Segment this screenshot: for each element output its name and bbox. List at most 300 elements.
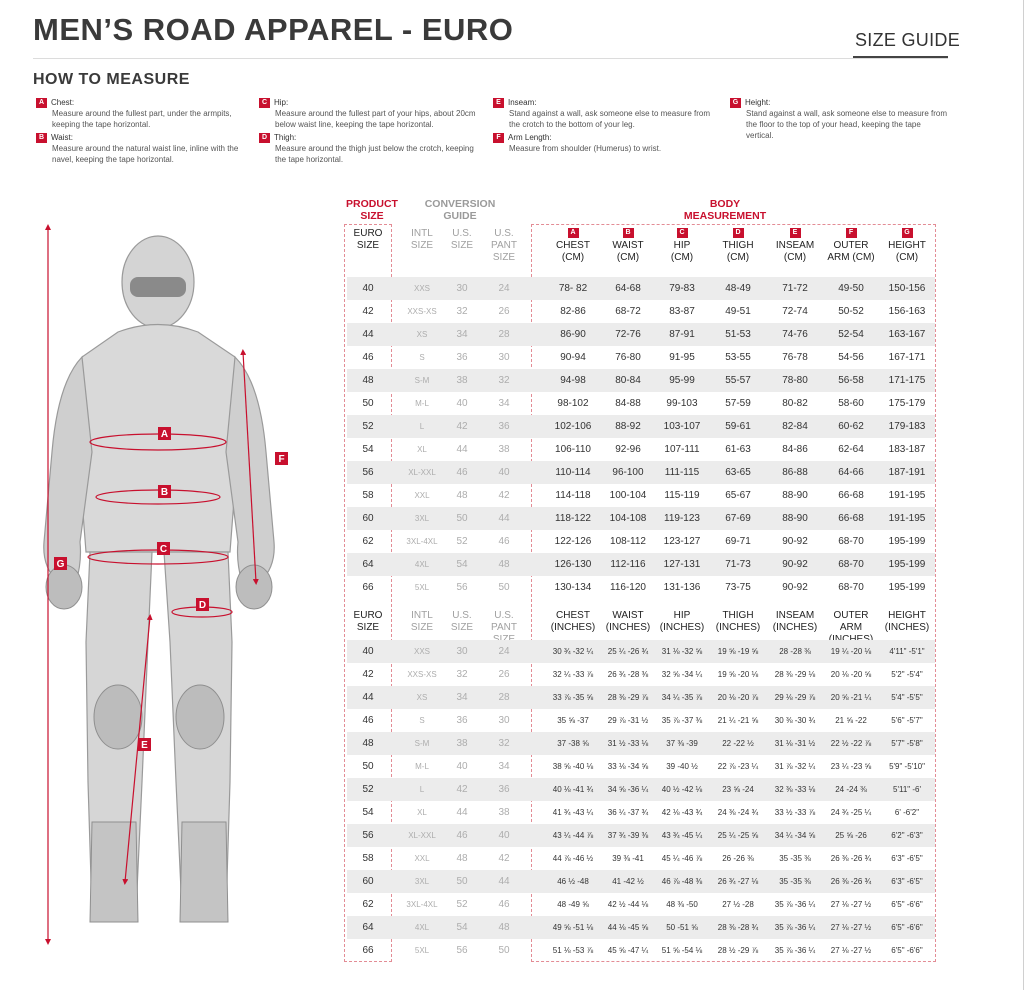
table-cell-waist: 104-108	[609, 513, 647, 524]
table-cell-chest: 78- 82	[558, 283, 588, 294]
table-cell-inseam: 71-72	[782, 283, 808, 294]
table-cell-intl: L	[419, 422, 425, 431]
instruction-arm-length	[493, 132, 713, 154]
table-cell-thigh: 48-49	[725, 283, 751, 294]
table-cell-pant: 48	[498, 922, 510, 933]
table-cell-inseam: 31 ⅞ -32 ¼	[774, 762, 816, 771]
table-cell-pant: 42	[498, 490, 510, 501]
column-header-label: U.S. PANT SIZE	[491, 228, 517, 263]
table-cell-inseam: 78-80	[782, 375, 808, 386]
table-cell-hip: 111-115	[664, 467, 700, 478]
instruction-text: Measure from shoulder (Humerus) to wrist.	[509, 144, 662, 153]
table-cell-arm: 21 ⅝ -22	[835, 716, 867, 725]
table-cell-pant: 28	[498, 692, 510, 703]
column-letter-badge: B	[623, 228, 634, 238]
instruction-label: Chest:	[51, 98, 75, 107]
table-row	[347, 893, 935, 916]
table-cell-arm: 20 ⅛ -20 ⅝	[830, 670, 872, 679]
table-cell-euro: 66	[362, 582, 374, 593]
table-cell-inseam: 35 -35 ⅜	[779, 854, 811, 863]
table-cell-intl: L	[419, 785, 425, 794]
table-cell-chest: 37 -38 ⅝	[557, 739, 589, 748]
table-cell-euro: 40	[362, 646, 374, 657]
column-letter-badge: G	[902, 228, 913, 238]
table-cell-waist: 112-116	[610, 559, 646, 570]
table-cell-euro: 60	[362, 513, 374, 524]
table-cell-chest: 44 ⅞ -46 ½	[552, 854, 594, 863]
table-cell-inseam: 28 -28 ⅜	[779, 647, 811, 656]
table-cell-inseam: 76-78	[782, 352, 808, 363]
table-cell-intl: S-M	[414, 739, 430, 748]
instruction-text: Stand against a wall, ask someone else to measure from the crotch to the bottom of your leg.	[509, 109, 710, 129]
column-header-label: HIP (INCHES)	[659, 610, 705, 633]
table-cell-hip: 43 ¾ -45 ¼	[661, 831, 703, 840]
table-cell-pant: 26	[498, 669, 510, 680]
column-header-us	[445, 228, 479, 252]
table-cell-inseam: 82-84	[782, 421, 808, 432]
table-cell-intl: XS	[416, 330, 428, 339]
table-cell-arm: 26 ⅜ -26 ¾	[830, 854, 872, 863]
table-cell-intl: XL	[417, 445, 427, 454]
table-cell-hip: 91-95	[669, 352, 695, 363]
table-cell-chest: 90-94	[560, 352, 586, 363]
column-header-label: HIP (CM)	[670, 240, 694, 263]
column-header-label: CHEST (INCHES)	[550, 610, 596, 633]
table-cell-arm: 25 ⅝ -26	[835, 831, 867, 840]
table-cell-arm: 24 ¾ -25 ¼	[830, 808, 872, 817]
column-header-label: THIGH (INCHES)	[715, 610, 761, 633]
table-cell-inseam: 74-76	[782, 329, 808, 340]
table-cell-arm: 26 ⅜ -26 ¾	[830, 877, 872, 886]
table-cell-chest: 110-114	[555, 467, 591, 478]
table-cell-us: 30	[456, 646, 468, 657]
table-cell-waist: 96-100	[612, 467, 644, 478]
table-row	[347, 438, 935, 461]
table-cell-chest: 32 ¼ -33 ⅞	[552, 670, 594, 679]
column-header-label: U.S. PANT	[491, 610, 517, 633]
table-cell-thigh: 55-57	[725, 375, 751, 386]
instructions-column-1	[36, 97, 256, 167]
table-cell-chest: 126-130	[554, 559, 592, 570]
table-cell-euro: 42	[362, 306, 374, 317]
table-cell-intl: S	[419, 353, 425, 362]
column-header-chest	[545, 228, 601, 264]
instruction-label: Height:	[745, 98, 771, 107]
table-cell-us: 54	[456, 559, 468, 570]
table-cell-height: 156-163	[888, 306, 926, 317]
table-cell-euro: 58	[362, 490, 374, 501]
table-cell-height: 195-199	[888, 559, 926, 570]
table-cell-thigh: 59-61	[725, 421, 751, 432]
table-cell-height: 183-187	[888, 444, 926, 455]
table-cell-chest: 33 ⅞ -35 ⅝	[552, 693, 594, 702]
marker-badge-c	[157, 542, 170, 555]
svg-text:D: D	[198, 600, 207, 611]
table-cell-inseam: 88-90	[782, 513, 808, 524]
table-cell-hip: 37 ⅜ -39	[666, 739, 698, 748]
table-cell-us: 40	[456, 761, 468, 772]
table-cell-thigh: 20 ⅛ -20 ⅞	[717, 693, 759, 702]
table-cell-pant: 32	[498, 738, 510, 749]
table-cell-arm: 56-58	[838, 375, 864, 386]
left-arm-shape	[44, 357, 92, 582]
table-cell-hip: 34 ¼ -35 ⅞	[661, 693, 703, 702]
right-boot-shape	[180, 822, 228, 922]
table-cell-hip: 46 ⅞ -48 ⅜	[661, 877, 703, 886]
table-cell-waist: 33 ⅛ -34 ⅝	[607, 762, 649, 771]
table-cell-thigh: 28 ⅜ -28 ¾	[717, 923, 759, 932]
table-row	[347, 755, 935, 778]
helmet-visor	[130, 277, 186, 297]
letter-badge: A	[36, 98, 47, 108]
letter-badge: B	[36, 133, 47, 143]
table-cell-hip: 123-127	[663, 536, 701, 547]
column-letter-badge: D	[733, 228, 744, 238]
table-cell-pant: 50	[498, 582, 510, 593]
table-cell-arm: 24 -24 ⅜	[835, 785, 867, 794]
table-cell-arm: 66-68	[838, 490, 864, 501]
column-header-label: THIGH (CM)	[722, 240, 754, 263]
table-cell-euro: 42	[362, 669, 374, 680]
table-cell-inseam: 29 ⅛ -29 ⅞	[774, 693, 816, 702]
table-cell-waist: 76-80	[615, 352, 641, 363]
table-cell-pant: 42	[498, 853, 510, 864]
table-row	[347, 553, 935, 576]
column-header-thigh	[709, 610, 767, 634]
table-cell-us: 42	[456, 421, 468, 432]
instruction-inseam	[493, 97, 713, 130]
table-cell-us: 52	[456, 536, 468, 547]
how-to-measure-heading: HOW TO MEASURE	[33, 71, 190, 88]
table-cell-chest: 118-122	[555, 513, 591, 524]
column-header-label: OUTER ARM (CM)	[827, 240, 875, 263]
table-cell-euro: 56	[362, 830, 374, 841]
table-cell-us: 42	[456, 784, 468, 795]
instruction-text: Measure around the natural waist line, inline with the navel, keeping the tape horizontal.	[52, 144, 239, 164]
column-header-arm	[823, 228, 879, 264]
table-cell-height: 5'2" -5'4"	[891, 670, 923, 679]
table-cell-hip: 40 ½ -42 ⅛	[661, 785, 703, 794]
instructions-column-3	[493, 97, 713, 156]
letter-badge: C	[259, 98, 270, 108]
table-cell-inseam: 88-90	[782, 490, 808, 501]
table-cell-pant: 28	[498, 329, 510, 340]
table-cell-waist: 64-68	[615, 283, 641, 294]
table-row	[347, 939, 935, 962]
table-cell-us: 50	[456, 513, 468, 524]
table-cell-inseam: 90-92	[782, 582, 808, 593]
conversion-guide-header: CONVERSION GUIDE	[424, 198, 496, 222]
svg-text:B: B	[160, 487, 169, 498]
table-cell-height: 163-167	[888, 329, 926, 340]
table-cell-chest: 40 ⅛ -41 ¾	[552, 785, 594, 794]
table-cell-us: 56	[456, 582, 468, 593]
table-cell-waist: 28 ⅜ -29 ⅞	[607, 693, 649, 702]
table-cell-inseam: 28 ⅜ -29 ⅛	[774, 670, 816, 679]
column-header-height	[879, 610, 935, 634]
instruction-hip	[259, 97, 479, 130]
instruction-text: Measure around the fullest part of your hips, about 20cm below waist line, keeping the tape horizontal.	[275, 109, 476, 129]
left-glove-shape	[46, 565, 82, 609]
table-cell-euro: 54	[362, 807, 374, 818]
column-letter-badge: C	[677, 228, 688, 238]
size-guide-label: SIZE GUIDE	[855, 30, 961, 50]
table-cell-pant: 46	[498, 536, 510, 547]
table-cell-euro: 48	[362, 375, 374, 386]
column-header-label: U.S. SIZE	[450, 228, 474, 251]
table-row	[347, 300, 935, 323]
table-cell-us: 54	[456, 922, 468, 933]
table-cell-euro: 64	[362, 559, 374, 570]
table-cell-pant: 40	[498, 830, 510, 841]
table-cell-inseam: 86-88	[782, 467, 808, 478]
marker-badge-f	[275, 452, 288, 465]
table-cell-thigh: 63-65	[725, 467, 751, 478]
table-cell-euro: 62	[362, 536, 374, 547]
table-cell-us: 56	[456, 945, 468, 956]
table-cell-us: 44	[456, 807, 468, 818]
column-header-euro	[347, 228, 389, 252]
table-cell-chest: 82-86	[560, 306, 586, 317]
table-row	[347, 323, 935, 346]
column-header-waist	[601, 228, 655, 264]
table-cell-waist: 108-112	[610, 536, 646, 547]
column-header-label: WAIST (INCHES)	[605, 610, 651, 633]
left-boot-shape	[90, 822, 138, 922]
column-header-label: INSEAM (CM)	[775, 240, 815, 263]
table-cell-us: 46	[456, 467, 468, 478]
table-cell-euro: 50	[362, 761, 374, 772]
column-letter-badge: A	[568, 228, 579, 238]
table-cell-pant: 34	[498, 761, 510, 772]
column-letter-badge: E	[790, 228, 801, 238]
table-cell-arm: 23 ¼ -23 ⅝	[830, 762, 872, 771]
table-cell-waist: 100-104	[609, 490, 647, 501]
table-cell-chest: 122-126	[554, 536, 592, 547]
table-cell-intl: XXS	[413, 284, 430, 293]
column-header-hip	[655, 610, 709, 634]
marker-badge-e	[138, 738, 151, 751]
table-cell-inseam: 35 ⅞ -36 ¼	[774, 923, 816, 932]
table-cell-thigh: 19 ⅝ -19 ⅝	[717, 647, 759, 656]
table-cell-us: 36	[456, 352, 468, 363]
table-row	[347, 847, 935, 870]
table-cell-arm: 64-66	[838, 467, 864, 478]
table-cell-thigh: 65-67	[725, 490, 751, 501]
table-row	[347, 461, 935, 484]
table-cell-hip: 42 ⅛ -43 ¾	[661, 808, 703, 817]
table-cell-pant: 44	[498, 513, 510, 524]
table-cell-hip: 119-123	[664, 513, 700, 524]
instructions-column-2	[259, 97, 479, 167]
table-cell-arm: 54-56	[838, 352, 864, 363]
table-cell-hip: 39 -40 ½	[666, 762, 698, 771]
table-cell-us: 48	[456, 490, 468, 501]
instruction-label: Thigh:	[274, 133, 297, 142]
table-cell-hip: 79-83	[669, 283, 695, 294]
table-cell-waist: 29 ⅞ -31 ½	[607, 716, 649, 725]
table-cell-arm: 68-70	[838, 536, 864, 547]
table-cell-intl: XXL	[414, 491, 430, 500]
table-cell-thigh: 57-59	[725, 398, 751, 409]
marker-badge-b	[158, 485, 171, 498]
table-cell-inseam: 31 ⅛ -31 ½	[774, 739, 816, 748]
product-size-header: PRODUCT SIZE	[346, 198, 398, 222]
column-letter-badge: F	[846, 228, 857, 238]
table-cell-arm: 60-62	[838, 421, 864, 432]
table-row	[347, 686, 935, 709]
column-header-waist	[601, 610, 655, 634]
table-cell-height: 5'9" -5'10"	[889, 762, 925, 771]
table-cell-arm: 22 ½ -22 ⅞	[830, 739, 872, 748]
instruction-text: Stand against a wall, ask someone else to measure from the floor to the top of your head, keeping the tape vertical.	[746, 109, 947, 140]
column-header-euro	[347, 610, 389, 634]
table-cell-thigh: 23 ⅝ -24	[722, 785, 754, 794]
body-measurement-header: BODY MEASUREMENT	[683, 198, 767, 222]
table-cell-euro: 62	[362, 899, 374, 910]
table-cell-intl: 5XL	[414, 583, 430, 592]
table-cell-pant: 26	[498, 306, 510, 317]
table-cell-waist: 26 ¾ -28 ⅜	[607, 670, 649, 679]
table-cell-intl: 3XL	[414, 514, 430, 523]
table-cell-us: 48	[456, 853, 468, 864]
table-row	[347, 484, 935, 507]
table-cell-euro: 44	[362, 692, 374, 703]
column-header-label: U.S. SIZE	[450, 610, 474, 633]
column-header-label: EURO SIZE	[353, 228, 383, 251]
table-cell-pant: 30	[498, 715, 510, 726]
table-cell-hip: 50 -51 ⅝	[666, 923, 698, 932]
table-cell-thigh: 73-75	[725, 582, 751, 593]
table-cell-thigh: 67-69	[725, 513, 751, 524]
table-cell-pant: 34	[498, 398, 510, 409]
table-cell-height: 179-183	[888, 421, 926, 432]
table-cell-hip: 35 ⅞ -37 ⅜	[661, 716, 703, 725]
table-cell-thigh: 28 ½ -29 ⅞	[717, 946, 759, 955]
table-cell-euro: 56	[362, 467, 374, 478]
table-cell-thigh: 27 ½ -28	[722, 900, 754, 909]
table-cell-chest: 130-134	[554, 582, 592, 593]
table-cell-thigh: 53-55	[725, 352, 751, 363]
table-cell-height: 195-199	[888, 582, 926, 593]
table-cell-euro: 50	[362, 398, 374, 409]
table-cell-intl: XXS	[413, 647, 430, 656]
column-header-label: INTL SIZE	[410, 610, 434, 633]
table-cell-us: 32	[456, 306, 468, 317]
svg-text:E: E	[141, 740, 148, 751]
table-cell-intl: XXL	[414, 854, 430, 863]
table-cell-pant: 24	[498, 283, 510, 294]
table-cell-thigh: 26 ¾ -27 ⅛	[717, 877, 759, 886]
table-cell-waist: 45 ⅝ -47 ¼	[607, 946, 649, 955]
table-cell-inseam: 72-74	[782, 306, 808, 317]
table-cell-arm: 50-52	[838, 306, 864, 317]
instruction-text: Measure around the fullest part, under the armpits, keeping the tape horizontal.	[52, 109, 232, 129]
table-cell-pant: 24	[498, 646, 510, 657]
table-cell-chest: 86-90	[560, 329, 586, 340]
instruction-text: Measure around the thigh just below the crotch, keeping the tape horizontal.	[275, 144, 474, 164]
table-row	[347, 369, 935, 392]
table-cell-pant: 50	[498, 945, 510, 956]
table-cell-inseam: 30 ⅜ -30 ¾	[774, 716, 816, 725]
column-header-pant	[479, 228, 529, 264]
table-cell-euro: 44	[362, 329, 374, 340]
table-cell-height: 191-195	[888, 490, 926, 501]
table-cell-euro: 40	[362, 283, 374, 294]
table-cell-inseam: 84-86	[782, 444, 808, 455]
table-row	[347, 732, 935, 755]
table-cell-height: 195-199	[888, 536, 926, 547]
table-cell-waist: 42 ½ -44 ⅛	[607, 900, 649, 909]
table-cell-arm: 27 ⅛ -27 ½	[830, 946, 872, 955]
column-header-label: INSEAM (INCHES)	[772, 610, 818, 633]
table-cell-inseam: 90-92	[782, 559, 808, 570]
table-cell-inseam: 35 ⅞ -36 ¼	[774, 900, 816, 909]
table-cell-thigh: 21 ¼ -21 ⅝	[717, 716, 759, 725]
table-cell-us: 38	[456, 738, 468, 749]
instruction-label: Inseam:	[508, 98, 537, 107]
table-cell-inseam: 35 -35 ⅜	[779, 877, 811, 886]
table-row	[347, 576, 935, 599]
table-cell-euro: 60	[362, 876, 374, 887]
table-cell-waist: 34 ⅝ -36 ¼	[607, 785, 649, 794]
table-cell-arm: 27 ⅛ -27 ½	[830, 900, 872, 909]
column-header-label: INTL SIZE	[410, 228, 434, 251]
table-cell-arm: 52-54	[838, 329, 864, 340]
right-glove-shape	[236, 565, 272, 609]
table-cell-intl: 3XL-4XL	[406, 537, 438, 546]
letter-badge: G	[730, 98, 741, 108]
table-cell-height: 6'3" -6'5"	[891, 877, 923, 886]
table-cell-height: 6'5" -6'6"	[891, 900, 923, 909]
table-cell-arm: 58-60	[838, 398, 864, 409]
table-cell-hip: 45 ¼ -46 ⅞	[661, 854, 703, 863]
column-header-chest	[545, 610, 601, 634]
table-row	[347, 415, 935, 438]
table-row	[347, 801, 935, 824]
table-cell-arm: 68-70	[838, 582, 864, 593]
table-row	[347, 507, 935, 530]
table-cell-chest: 38 ⅝ -40 ⅛	[552, 762, 594, 771]
table-cell-chest: 46 ½ -48	[557, 877, 589, 886]
table-cell-height: 171-175	[888, 375, 926, 386]
table-cell-thigh: 71-73	[725, 559, 751, 570]
letter-badge: F	[493, 133, 504, 143]
table-cell-waist: 39 ⅜ -41	[612, 854, 644, 863]
table-cell-chest: 51 ⅛ -53 ⅞	[552, 946, 594, 955]
column-header-label: WAIST (CM)	[612, 240, 644, 263]
table-cell-euro: 66	[362, 945, 374, 956]
table-cell-intl: 3XL	[414, 877, 430, 886]
table-cell-height: 6'5" -6'6"	[891, 923, 923, 932]
table-cell-us: 44	[456, 444, 468, 455]
table-cell-thigh: 69-71	[725, 536, 751, 547]
table-cell-chest: 41 ¾ -43 ¼	[552, 808, 594, 817]
table-cell-euro: 46	[362, 352, 374, 363]
table-cell-inseam: 80-82	[782, 398, 808, 409]
table-cell-euro: 58	[362, 853, 374, 864]
instruction-thigh	[259, 132, 479, 165]
table-cell-intl: 4XL	[414, 560, 430, 569]
table-cell-us: 50	[456, 876, 468, 887]
table-cell-waist: 116-120	[610, 582, 646, 593]
table-cell-thigh: 22 ⅞ -23 ¼	[717, 762, 759, 771]
column-header-thigh	[709, 228, 767, 264]
table-cell-hip: 48 ⅜ -50	[666, 900, 698, 909]
table-row	[347, 640, 935, 663]
table-cell-pant: 32	[498, 375, 510, 386]
table-cell-arm: 66-68	[838, 513, 864, 524]
